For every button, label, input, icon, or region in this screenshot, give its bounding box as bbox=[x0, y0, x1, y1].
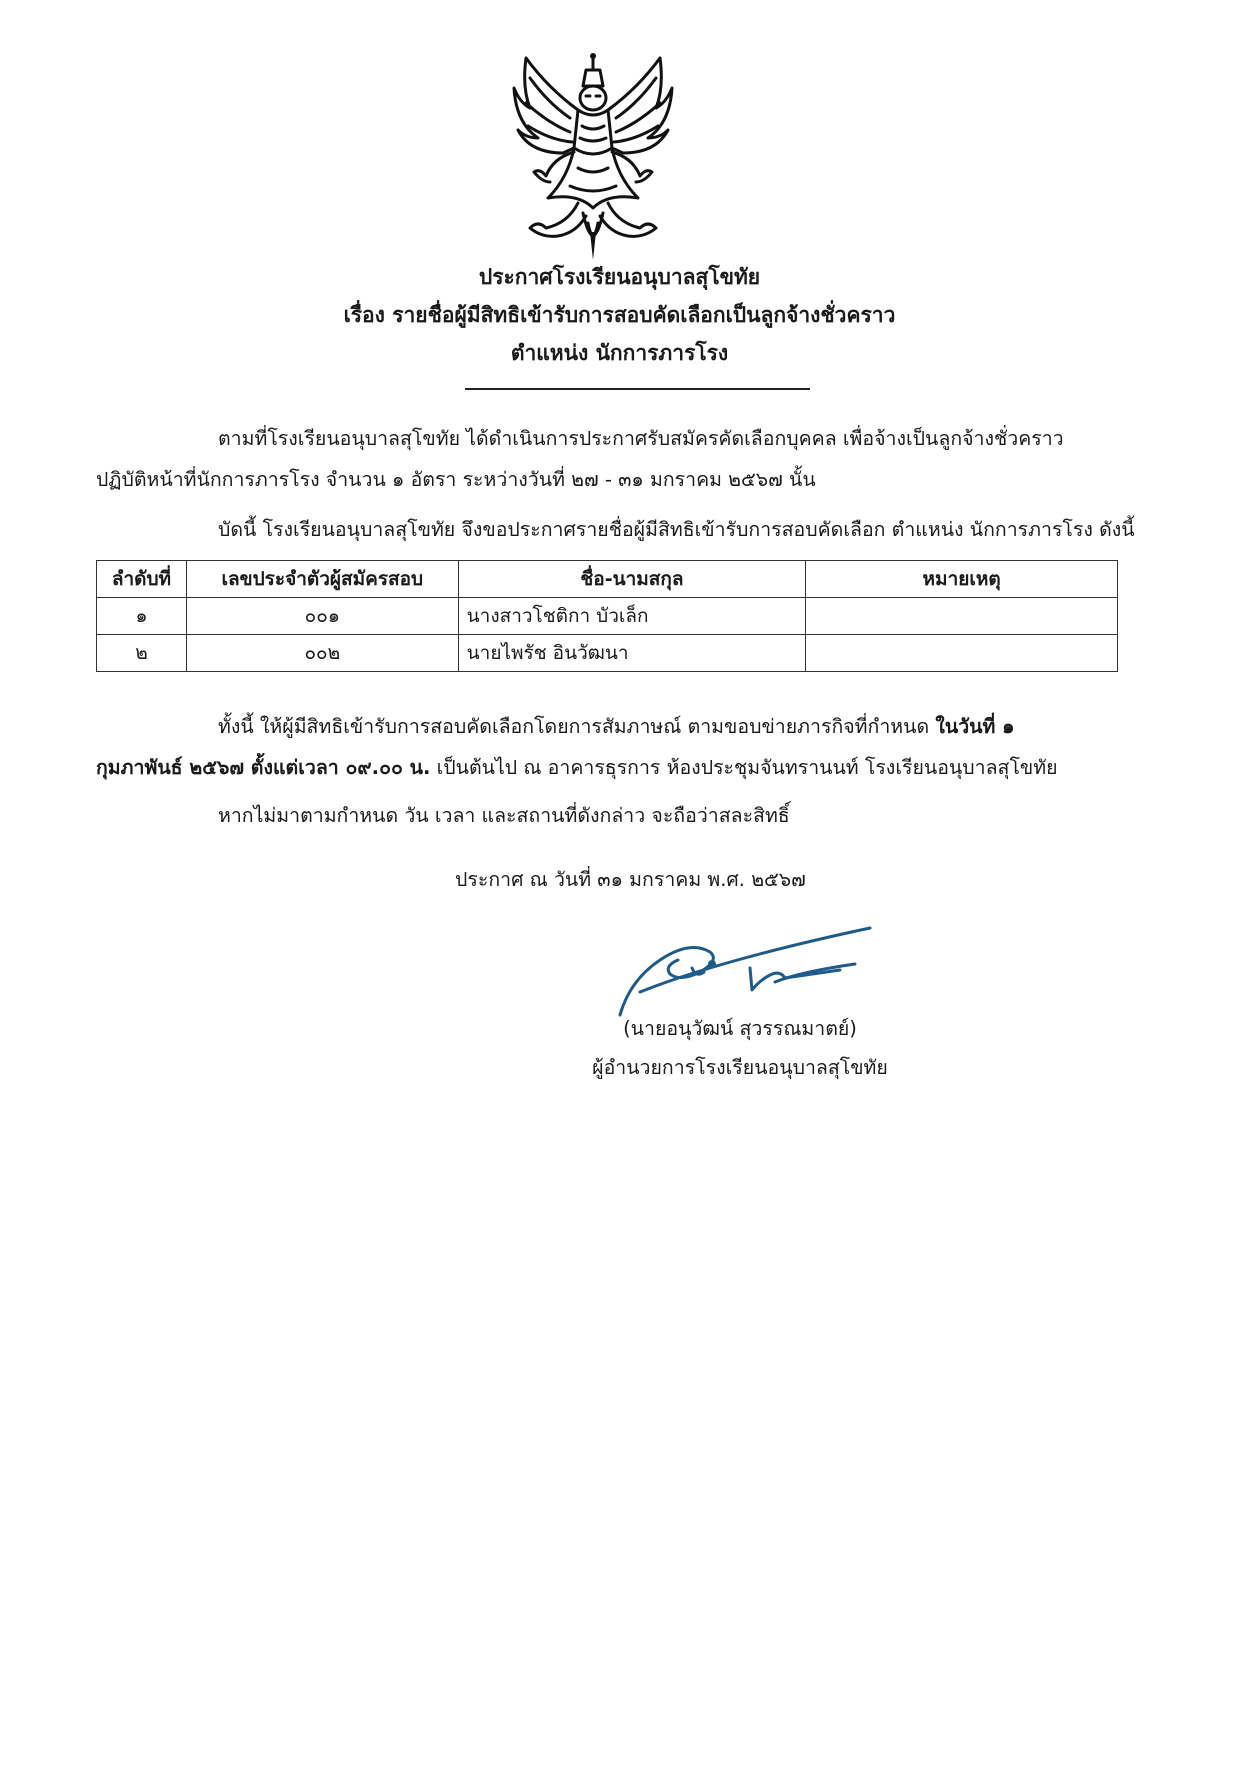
interview-location: เป็นต้นไป ณ อาคารธุรการ ห้องประชุมจันทรานนท์ โรงเรียนอนุบาลสุโขทัย bbox=[430, 756, 1058, 779]
list-intro-paragraph: บัดนี้ โรงเรียนอนุบาลสุโขทัย จึงขอประกาศรายชื่อผู้มีสิทธิเข้ารับการสอบคัดเลือก ตำแหน่ง นักการภารโรง ดังนี้ bbox=[218, 518, 1135, 541]
announcement-title: ประกาศโรงเรียนอนุบาลสุโขทัย bbox=[478, 265, 761, 289]
table-row bbox=[97, 598, 1118, 635]
announcement-position: ตำแหน่ง นักการภารโรง bbox=[510, 341, 729, 365]
announcement-date: ประกาศ ณ วันที่ ๓๑ มกราคม พ.ศ. ๒๕๖๗ bbox=[455, 868, 806, 891]
header-remarks: หมายเหตุ bbox=[806, 561, 1118, 598]
cell-remarks bbox=[806, 635, 1118, 672]
announcement-subject: เรื่อง รายชื่อผู้มีสิทธิเข้ารับการสอบคัดเลือกเป็นลูกจ้างชั่วคราว bbox=[343, 303, 896, 327]
candidate-table bbox=[96, 560, 1118, 672]
interview-date-time: กุมภาพันธ์ ๒๕๖๗ ตั้งแต่เวลา ๐๙.๐๐ น. bbox=[96, 756, 431, 779]
cell-full-name: นายไพรัช อินวัฒนา bbox=[458, 635, 806, 672]
table-header-row bbox=[97, 561, 1118, 598]
forfeit-notice: หากไม่มาตามกำหนด วัน เวลา และสถานที่ดังกล่าว จะถือว่าสละสิทธิ์ bbox=[218, 804, 790, 827]
table-row bbox=[97, 635, 1118, 672]
intro-paragraph-line2: ปฏิบัติหน้าที่นักการภารโรง จำนวน ๑ อัตรา ระหว่างวันที่ ๒๗ - ๓๑ มกราคม ๒๕๖๗ นั้น bbox=[96, 468, 816, 491]
header-order: ลำดับที่ bbox=[97, 561, 187, 598]
garuda-emblem-icon bbox=[508, 48, 678, 263]
signer-title: ผู้อำนวยการโรงเรียนอนุบาลสุโขทัย bbox=[592, 1056, 888, 1079]
cell-order: ๑ bbox=[97, 598, 187, 635]
cell-remarks bbox=[806, 598, 1118, 635]
cell-applicant-id: ๐๐๑ bbox=[186, 598, 458, 635]
cell-order: ๒ bbox=[97, 635, 187, 672]
interview-text: ทั้งนี้ ให้ผู้มีสิทธิเข้ารับการสอบคัดเลือกโดยการสัมภาษณ์ ตามขอบข่ายภารกิจที่กำหนด bbox=[218, 715, 936, 738]
interview-date-start: ในวันที่ ๑ bbox=[935, 715, 1015, 738]
header-full-name: ชื่อ-นามสกุล bbox=[458, 561, 806, 598]
signer-name: (นายอนุวัฒน์ สุวรรณมาตย์) bbox=[623, 1017, 857, 1040]
intro-paragraph-line1: ตามที่โรงเรียนอนุบาลสุโขทัย ได้ดำเนินการประกาศรับสมัครคัดเลือกบุคคล เพื่อจ้างเป็นลูกจ้างชั่วคราว bbox=[218, 427, 1064, 450]
title-divider bbox=[465, 388, 810, 390]
header-applicant-id: เลขประจำตัวผู้สมัครสอบ bbox=[186, 561, 458, 598]
cell-applicant-id: ๐๐๒ bbox=[186, 635, 458, 672]
signature-icon bbox=[600, 920, 880, 1020]
cell-full-name: นางสาวโชติกา บัวเล็ก bbox=[458, 598, 806, 635]
interview-paragraph-line2 bbox=[96, 754, 1058, 782]
interview-paragraph-line1 bbox=[218, 713, 1015, 741]
